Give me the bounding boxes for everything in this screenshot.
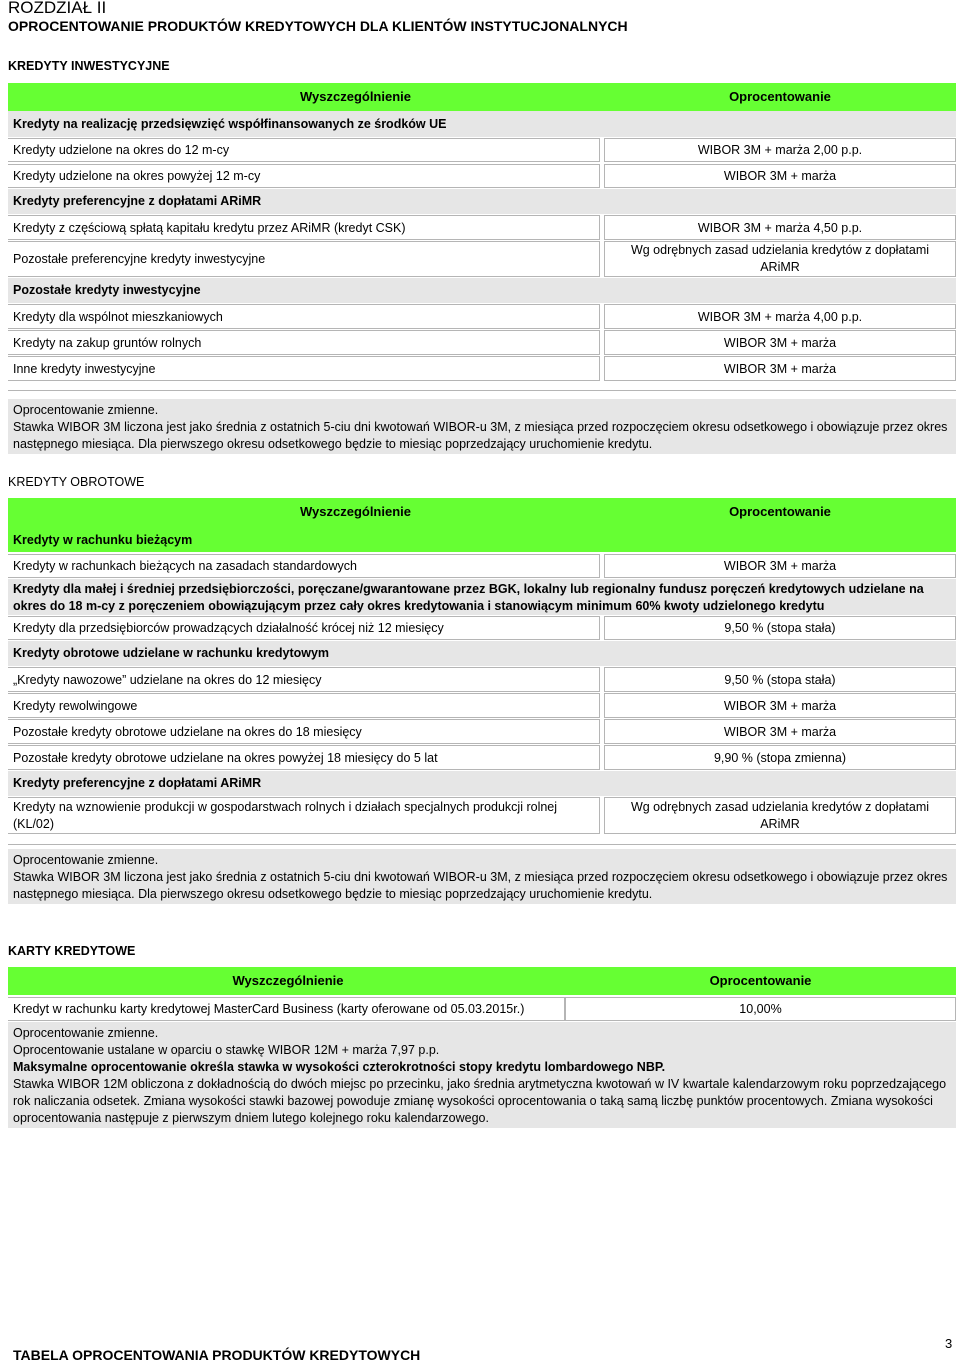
row-label: Kredyty na realizację przedsięwzięć współfinansowanych ze środków UE [13, 117, 447, 131]
row-label: Kredyty udzielone na okres do 12 m-cy [8, 138, 600, 162]
header-rate: Oprocentowanie [709, 973, 812, 988]
row-value: WIBOR 3M + marża [604, 164, 956, 188]
note-line: Stawka WIBOR 3M liczona jest jako średnia z ostatnich 5-ciu dni kwotowań WIBOR-u 3M, z miesiąca przed rozpoczęciem okresu odsetkowego i obowiązuje przez okres następnego miesiąca. Dla pierwszego okresu odsetkowego będzie to miesiąc poprzedzający uruchomienie kredytu. [13, 870, 948, 901]
note-box [8, 1022, 956, 1128]
row-label: Kredyty dla małej i średniej przedsiębiorczości, poręczane/gwarantowane przez BGK, lokalny lub regionalny fundusz poręczeń kredytowych udzielane na okres do 18 m-cy z poręczeniem obowiązującym przez cały okres kredytowania i stanowiącym minimum 60% kwoty udzielonego kredytu [13, 582, 924, 613]
row-label: Kredyty obrotowe udzielane w rachunku kredytowym [13, 646, 330, 660]
row-value: WIBOR 3M + marża 2,00 p.p. [604, 138, 956, 162]
page-title: OPROCENTOWANIE PRODUKTÓW KREDYTOWYCH DLA KLIENTÓW INSTYTUCJONALNYCH [8, 18, 628, 34]
chapter-label: ROZDZIAŁ II [8, 0, 107, 17]
section-title-investment: KREDYTY INWESTYCYJNE [8, 59, 170, 73]
row-value: WIBOR 3M + marża [604, 554, 956, 578]
row-label: Pozostałe kredyty obrotowe udzielane na okres powyżej 18 miesięcy do 5 lat [8, 745, 600, 770]
note-box [8, 849, 956, 904]
row-label: Kredyty rewolwingowe [8, 693, 600, 718]
note-line: Oprocentowanie zmienne. [13, 1026, 159, 1040]
page-number: 3 [945, 1336, 953, 1351]
row-value: WIBOR 3M + marża [604, 330, 956, 355]
row-label: Inne kredyty inwestycyjne [8, 356, 600, 381]
row-value: WIBOR 3M + marża 4,00 p.p. [604, 304, 956, 329]
row-value: WIBOR 3M + marża [604, 356, 956, 381]
row-value: WIBOR 3M + marża [604, 693, 956, 718]
note-box [8, 399, 956, 454]
row-label: Kredyty na zakup gruntów rolnych [8, 330, 600, 355]
row-label: Kredyty w rachunkach bieżących na zasadach standardowych [8, 554, 600, 578]
divider [8, 844, 956, 845]
row-value: WIBOR 3M + marża 4,50 p.p. [604, 215, 956, 240]
header-spec: Wyszczególnienie [299, 504, 411, 519]
row-label: Kredyty udzielone na okres powyżej 12 m-cy [8, 164, 600, 188]
header-spec: Wyszczególnienie [299, 89, 411, 104]
note-line: Oprocentowanie zmienne. [13, 853, 159, 867]
subsection-label: Kredyty w rachunku bieżącym [13, 533, 193, 547]
row-value: Wg odrębnych zasad udzielania kredytów z dopłatami ARiMR [604, 797, 956, 834]
row-value: 10,00% [565, 997, 956, 1021]
header-spec: Wyszczególnienie [232, 973, 344, 988]
note-line: Oprocentowanie ustalane w oparciu o stawkę WIBOR 12M + marża 7,97 p.p. [13, 1043, 440, 1057]
row-value: Wg odrębnych zasad udzielania kredytów z dopłatami ARiMR [604, 241, 956, 277]
row-label: Pozostałe preferencyjne kredyty inwestycyjne [8, 241, 600, 277]
row-label: „Kredyty nawozowe” udzielane na okres do 12 miesięcy [8, 667, 600, 692]
row-value: 9,50 % (stopa stała) [604, 616, 956, 640]
header-rate: Oprocentowanie [729, 89, 831, 104]
row-value: WIBOR 3M + marża [604, 719, 956, 744]
note-line: Maksymalne oprocentowanie określa stawka w wysokości czterokrotności stopy kredytu lombardowego NBP. [13, 1060, 666, 1074]
row-label: Kredyty dla przedsiębiorców prowadzących działalność krócej niż 12 miesięcy [8, 616, 600, 640]
note-line: Stawka WIBOR 12M obliczona z dokładnością do dwóch miejsc po przecinku, jako średnia arytmetyczna kwotowań w IV kwartale kalendarzowym roku poprzedzającego rok naliczania odsetek. Zmiana wysokości stawki bazowej powoduje zmianę wysokości oprocentowania o taką samą liczbę punktów procentowych. Zmiana wysokości oprocentowania następuje z pierwszym dniem lutego kolejnego roku kalendarzowego. [13, 1077, 947, 1125]
row-value: 9,50 % (stopa stała) [604, 667, 956, 692]
row-label: Kredyty na wznowienie produkcji w gospodarstwach rolnych i działach specjalnych produkcji rolnej (KL/02) [8, 797, 600, 834]
section-title-working-capital: KREDYTY OBROTOWE [8, 475, 145, 489]
divider [8, 390, 956, 391]
row-label: Kredyty dla wspólnot mieszkaniowych [8, 304, 600, 329]
header-rate: Oprocentowanie [729, 504, 831, 519]
note-line: Stawka WIBOR 3M liczona jest jako średnia z ostatnich 5-ciu dni kwotowań WIBOR-u 3M, z miesiąca przed rozpoczęciem okresu odsetkowego i obowiązuje przez okres następnego miesiąca. Dla pierwszego okresu odsetkowego będzie to miesiąc poprzedzający uruchomienie kredytu. [13, 420, 948, 451]
row-value: 9,90 % (stopa zmienna) [604, 745, 956, 770]
section-title-credit-cards: KARTY KREDYTOWE [8, 944, 136, 958]
row-label: Kredyty z częściową spłatą kapitału kredytu przez ARiMR (kredyt CSK) [8, 215, 600, 240]
page-footer: TABELA OPROCENTOWANIA PRODUKTÓW KREDYTOWYCH [13, 1347, 421, 1363]
row-label: Kredyt w rachunku karty kredytowej MasterCard Business (karty oferowane od 05.03.2015r.) [8, 997, 565, 1021]
row-label: Kredyty preferencyjne z dopłatami ARiMR [13, 194, 262, 208]
row-label: Pozostałe kredyty inwestycyjne [13, 283, 201, 297]
row-label: Kredyty preferencyjne z dopłatami ARiMR [13, 776, 262, 790]
row-label: Pozostałe kredyty obrotowe udzielane na okres do 18 miesięcy [8, 719, 600, 744]
note-line: Oprocentowanie zmienne. [13, 403, 159, 417]
